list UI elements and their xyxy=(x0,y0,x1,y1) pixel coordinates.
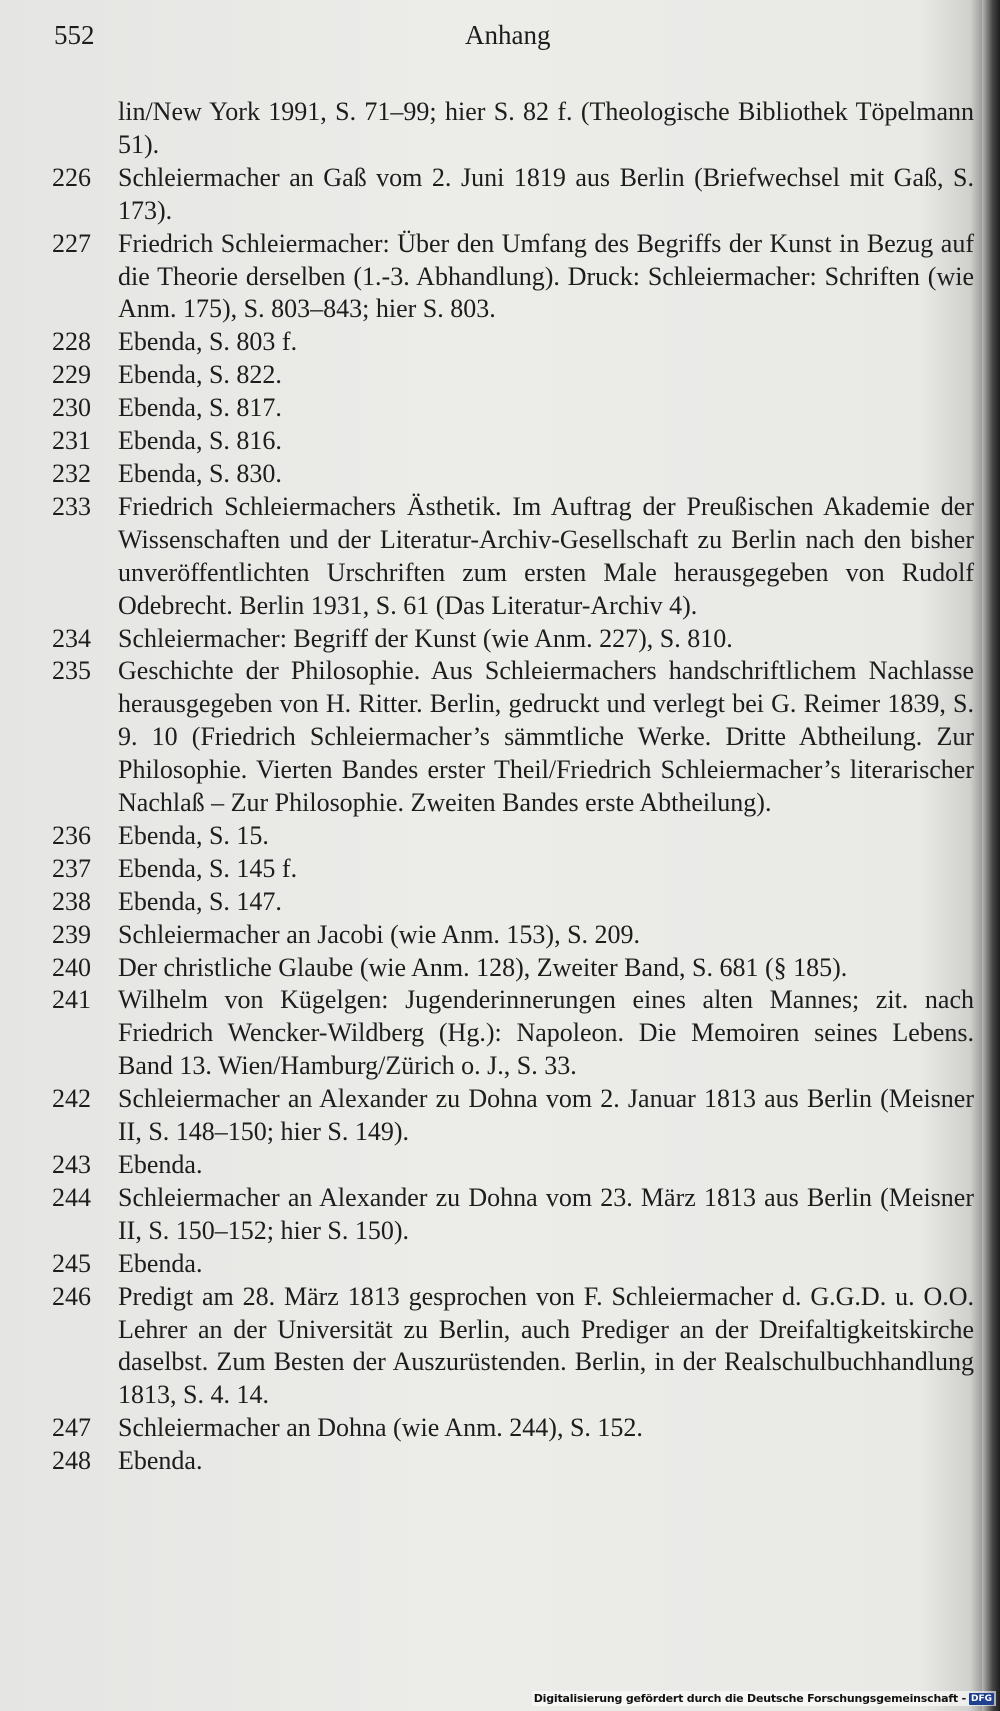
endnote xyxy=(52,919,974,952)
endnote-text: Schleiermacher an Alexander zu Dohna vom 23. März 1813 aus Berlin (Meisner II, S. 150–152; hier S. 150). xyxy=(118,1182,974,1245)
endnote-text: Wilhelm von Kügelgen: Jugenderinnerungen eines alten Mannes; zit. nach Friedrich Wencker-Wildberg (Hg.): Napoleon. Die Memoiren seines Lebens. Band 13. Wien/Hamburg/Zürich o. J., S. 33. xyxy=(118,985,974,1081)
endnote-number: 237 xyxy=(52,853,91,883)
page-number: 552 xyxy=(54,20,95,50)
endnote-text: Geschichte der Philosophie. Aus Schleiermachers handschriftlichem Nachlasse herausgegeben von H. Ritter. Berlin, gedruckt und verlegt bei G. Reimer 1839, S. 9. 10 (Friedrich Schleiermacher’s sämmtliche Werke. Dritte Abtheilung. Zur Philosophie. Vierten Bandes erster Theil/Friedrich Schleiermacher’s literarischer Nachlaß – Zur Philosophie. Zweiten Bandes erste Abtheilung). xyxy=(118,656,974,818)
endnote xyxy=(52,228,974,327)
endnote-number: 240 xyxy=(52,952,91,982)
endnote-text: Ebenda, S. 147. xyxy=(118,886,282,916)
endnote xyxy=(52,392,974,425)
endnote-number: 226 xyxy=(52,162,91,192)
endnote-text: Friedrich Schleiermacher: Über den Umfang des Begriffs der Kunst in Bezug auf die Theorie derselben (1.-3. Abhandlung). Druck: Schleiermacher: Schriften (wie Anm. 175), S. 803–843; hier S. 803. xyxy=(118,228,974,324)
endnote-text: Ebenda, S. 830. xyxy=(118,458,282,488)
endnote xyxy=(52,425,974,458)
running-head: Anhang xyxy=(465,20,551,50)
endnote-text: Schleiermacher an Gaß vom 2. Juni 1819 aus Berlin (Briefwechsel mit Gaß, S. 173). xyxy=(118,162,974,225)
endnote-text: Friedrich Schleiermachers Ästhetik. Im Auftrag der Preußischen Akademie der Wissenschaften und der Literatur-Archiv-Gesellschaft zu Berlin nach den bisher unveröffentlichten Urschriften zum ersten Male herausgegeben von Rudolf Odebrecht. Berlin 1931, S. 61 (Das Literatur-Archiv 4). xyxy=(118,491,974,620)
endnote-text: Ebenda. xyxy=(118,1150,203,1179)
endnote-number: 242 xyxy=(52,1084,91,1114)
endnote-number: 241 xyxy=(52,985,91,1015)
endnote-number: 231 xyxy=(52,426,91,456)
endnote-text: Predigt am 28. März 1813 gesprochen von F. Schleiermacher d. G.G.D. u. O.O. Lehrer an der Universität zu Berlin, auch Prediger an der Dreifaltigkeitskirche daselbst. Zum Besten der Auszurüstenden. Berlin, in der Realschulbuchhandlung 1813, S. 4. 14. xyxy=(118,1281,974,1410)
endnote-text: lin/New York 1991, S. 71–99; hier S. 82 f. (Theologische Bibliothek Töpelmann 51). xyxy=(118,97,974,159)
endnote xyxy=(52,853,974,886)
endnote-text: Schleiermacher an Alexander zu Dohna vom 2. Januar 1813 aus Berlin (Meisner II, S. 148–150; hier S. 149). xyxy=(118,1084,974,1147)
endnote xyxy=(52,1281,974,1413)
book-spine-shadow xyxy=(982,0,1000,1711)
endnote xyxy=(52,886,974,919)
endnote-text: Ebenda. xyxy=(118,1446,203,1476)
endnote-number: 235 xyxy=(52,656,91,686)
endnote xyxy=(52,359,974,392)
endnote xyxy=(52,952,974,985)
endnote xyxy=(52,162,974,228)
endnote-number: 236 xyxy=(52,820,91,850)
endnote-text: Schleiermacher: Begriff der Kunst (wie Anm. 227), S. 810. xyxy=(118,623,733,653)
endnote xyxy=(52,1083,974,1149)
endnote xyxy=(52,1248,974,1281)
endnote xyxy=(52,1445,974,1478)
credit-text: Digitalisierung gefördert durch die Deutsche Forschungsgemeinschaft - xyxy=(533,1692,966,1705)
digitization-credit xyxy=(532,1691,996,1706)
endnote-text: Ebenda, S. 822. xyxy=(118,360,282,390)
endnote xyxy=(52,984,974,1083)
page-header xyxy=(0,16,1000,56)
endnote-text: Der christliche Glaube (wie Anm. 128), Zweiter Band, S. 681 (§ 185). xyxy=(118,952,848,982)
endnote xyxy=(52,820,974,853)
endnote xyxy=(52,1149,974,1182)
endnote-number: 247 xyxy=(52,1413,91,1443)
endnote-number: 229 xyxy=(52,360,91,390)
endnote-number: 245 xyxy=(52,1248,91,1278)
endnote-number: 234 xyxy=(52,623,91,653)
endnote xyxy=(52,491,974,623)
endnote xyxy=(52,655,974,820)
endnote-text: Ebenda, S. 803 f. xyxy=(118,327,298,357)
endnote-text: Schleiermacher an Dohna (wie Anm. 244), S. 152. xyxy=(118,1413,643,1443)
endnote-number: 232 xyxy=(52,458,91,488)
endnote xyxy=(52,1182,974,1248)
endnote-number: 227 xyxy=(52,228,91,258)
endnote xyxy=(52,623,974,656)
endnote-number: 246 xyxy=(52,1281,91,1311)
endnote xyxy=(52,326,974,359)
endnote-number: 243 xyxy=(52,1150,91,1179)
endnote xyxy=(52,1412,974,1445)
endnote-text: Ebenda, S. 817. xyxy=(118,393,282,423)
endnote-text: Ebenda. xyxy=(118,1248,203,1278)
endnotes-list xyxy=(52,96,974,1478)
endnote-text: Schleiermacher an Jacobi (wie Anm. 153), S. 209. xyxy=(118,919,641,949)
endnote-text: Ebenda, S. 816. xyxy=(118,426,282,456)
endnote-number: 233 xyxy=(52,491,91,521)
endnote-number: 228 xyxy=(52,327,91,357)
endnote xyxy=(52,96,974,162)
endnote-text: Ebenda, S. 145 f. xyxy=(118,853,298,883)
endnote-number: 239 xyxy=(52,919,91,949)
endnote-number: 238 xyxy=(52,886,91,916)
dfg-logo-icon: DFG xyxy=(970,1693,992,1704)
endnote xyxy=(52,458,974,491)
endnote-text: Ebenda, S. 15. xyxy=(118,820,269,850)
endnote-number: 248 xyxy=(52,1446,91,1476)
endnote-number: 244 xyxy=(52,1182,91,1212)
endnote-number: 230 xyxy=(52,393,91,423)
